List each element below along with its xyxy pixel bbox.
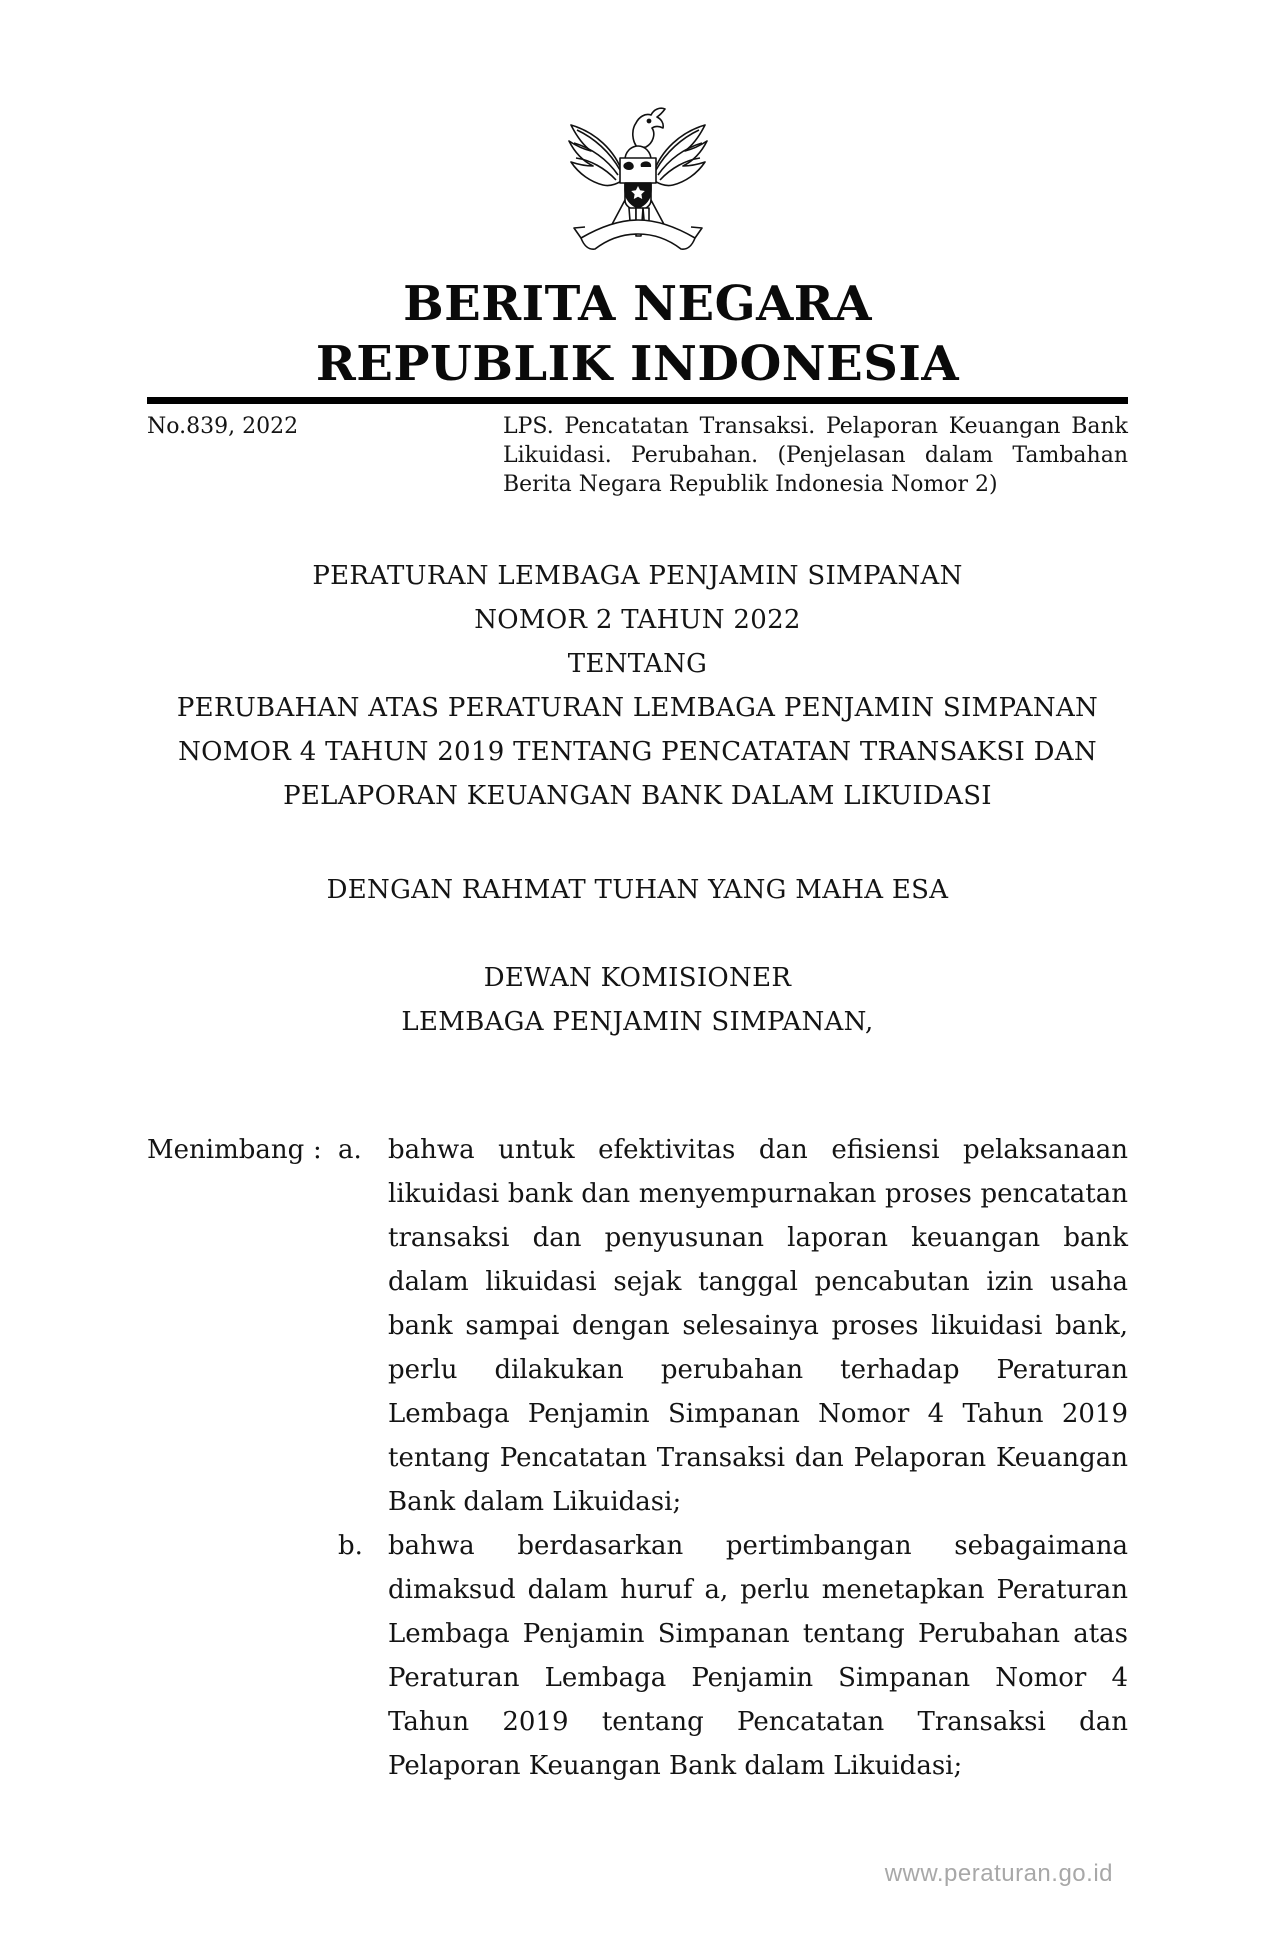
gazette-subject-abstract: LPS. Pencatatan Transaksi. Pelaporan Keuangan Bank Likuidasi. Perubahan. (Penjelasan dalam Tambahan Berita Negara Republik Indonesia Nomor 2) <box>503 414 1128 497</box>
gazette-number: No.839, 2022 <box>147 414 299 439</box>
consideration-letter-a: a. <box>338 1135 362 1165</box>
masthead-title-line-2: REPUBLIK INDONESIA <box>315 336 960 392</box>
gazette-notice-row <box>147 412 1128 499</box>
masthead <box>147 274 1128 394</box>
authority-line-1: DEWAN KOMISIONER <box>483 963 792 993</box>
regulation-title-line-1: PERATURAN LEMBAGA PENJAMIN SIMPANAN <box>312 561 963 591</box>
consideration-item-b <box>338 1524 1128 1788</box>
considerations-section <box>147 1128 1128 1788</box>
consideration-letter-b: b. <box>338 1531 363 1561</box>
authority-line-2: LEMBAGA PENJAMIN SIMPANAN, <box>401 1007 874 1037</box>
masthead-divider-rule <box>147 397 1128 404</box>
invocation-line: DENGAN RAHMAT TUHAN YANG MAHA ESA <box>326 875 949 905</box>
regulation-title-line-2: NOMOR 2 TAHUN 2022 <box>474 605 801 635</box>
issuing-authority-block <box>147 956 1128 1044</box>
considerations-label: Menimbang <box>147 1135 305 1165</box>
consideration-text-b: bahwa berdasarkan pertimbangan sebagaimana dimaksud dalam huruf a, perlu menetapkan Peraturan Lembaga Penjamin Simpanan tentang Perubahan atas Peraturan Lembaga Penjamin Simpanan Nomor 4 Tahun 2019 tentang Pencatatan Transaksi dan Pelaporan Keuangan Bank dalam Likuidasi; <box>388 1531 1128 1781</box>
considerations-items <box>338 1128 1128 1788</box>
regulation-title-line-4: PERUBAHAN ATAS PERATURAN LEMBAGA PENJAMIN SIMPANAN <box>176 693 1099 723</box>
watermark-url: www.peraturan.go.id <box>884 1860 1113 1887</box>
regulation-title-line-5: NOMOR 4 TAHUN 2019 TENTANG PENCATATAN TRANSAKSI DAN <box>178 737 1097 767</box>
regulation-title-line-3: TENTANG <box>567 649 708 679</box>
masthead-title-line-1: BERITA NEGARA <box>403 276 872 332</box>
consideration-text-a: bahwa untuk efektivitas dan efisiensi pelaksanaan likuidasi bank dan menyempurnakan proses pencatatan transaksi dan penyusunan laporan keuangan bank dalam likuidasi sejak tanggal pencabutan izin usaha bank sampai dengan selesainya proses likuidasi bank, perlu dilakukan perubahan terhadap Peraturan Lembaga Penjamin Simpanan Nomor 4 Tahun 2019 tentang Pencatatan Transaksi dan Pelaporan Keuangan Bank dalam Likuidasi; <box>388 1135 1128 1517</box>
consideration-item-a <box>338 1128 1128 1524</box>
regulation-title-line-6: PELAPORAN KEUANGAN BANK DALAM LIKUIDASI <box>283 781 992 811</box>
regulation-title-block <box>147 554 1128 818</box>
garuda-pancasila-emblem-icon <box>563 100 713 258</box>
considerations-colon: : <box>313 1135 322 1165</box>
